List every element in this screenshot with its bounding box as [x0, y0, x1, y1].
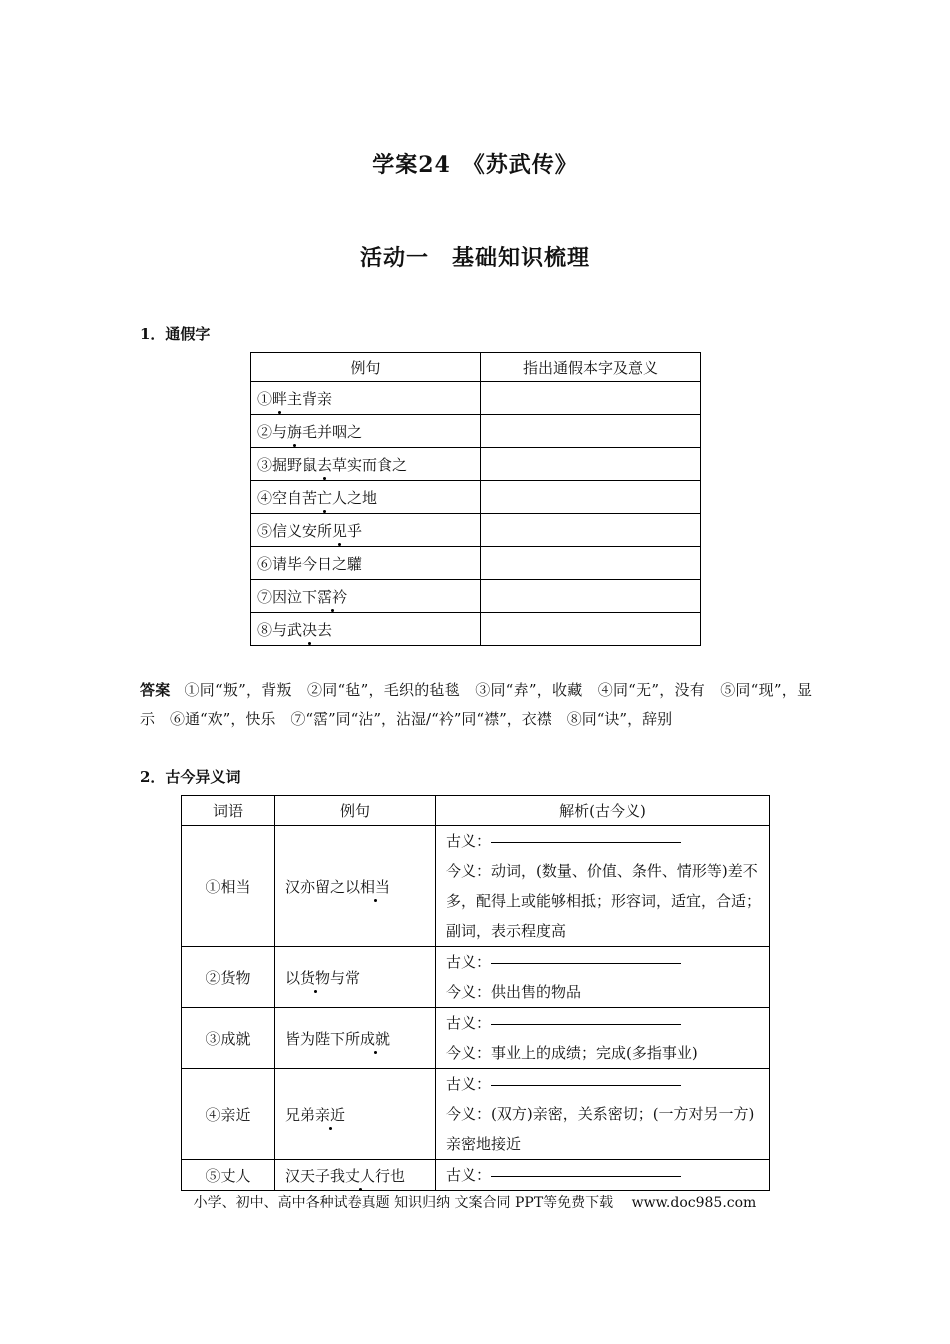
column-header-example: 例句 — [275, 796, 436, 826]
table-row — [251, 382, 701, 415]
example-sentence: ②与旃毛并咽之 — [251, 415, 481, 448]
answer-paragraph — [140, 676, 812, 734]
example-sentence: ⑥请毕今日之驩 — [251, 547, 481, 580]
table-row — [182, 1069, 770, 1160]
tongjiazi-table — [250, 352, 701, 646]
example-sentence: ③掘野鼠去草实而食之 — [251, 448, 481, 481]
column-header-word: 词语 — [182, 796, 275, 826]
table-row — [182, 1160, 770, 1191]
analysis-cell: 古义： 今义：供出售的物品 — [436, 947, 770, 1008]
table-row — [251, 580, 701, 613]
word-cell: ③成就 — [182, 1008, 275, 1069]
answer-cell[interactable] — [481, 448, 701, 481]
table-row — [182, 826, 770, 947]
table-row — [182, 1008, 770, 1069]
word-cell: ⑤丈人 — [182, 1160, 275, 1191]
example-sentence: ④空自苦亡人之地 — [251, 481, 481, 514]
gujin-table — [181, 795, 770, 1191]
table-row — [251, 481, 701, 514]
word-cell: ①相当 — [182, 826, 275, 947]
example-cell: 汉天子我丈人行也 — [275, 1160, 436, 1191]
analysis-cell: 古义： 今义：(双方)亲密，关系密切；(一方对另一方)亲密地接近 — [436, 1069, 770, 1160]
fill-blank[interactable] — [491, 962, 681, 964]
example-cell: 汉亦留之以相当 — [275, 826, 436, 947]
fill-blank[interactable] — [491, 1175, 681, 1177]
word-cell: ②货物 — [182, 947, 275, 1008]
example-cell: 以货物与常 — [275, 947, 436, 1008]
answer-cell[interactable] — [481, 580, 701, 613]
answer-text: ①同“叛”，背叛 ②同“毡”，毛织的毡毯 ③同“弆”，收藏 ④同“无”，没有 ⑤同“现”，显示 ⑥通“欢”，快乐 ⑦“霑”同“沾”，沾湿/“衿”同“襟”，衣襟 ⑧同“诀”，辞别 — [140, 681, 812, 728]
word-cell: ④亲近 — [182, 1069, 275, 1160]
fill-blank[interactable] — [491, 1084, 681, 1086]
fill-blank[interactable] — [491, 841, 681, 843]
example-cell: 皆为陛下所成就 — [275, 1008, 436, 1069]
answer-cell[interactable] — [481, 415, 701, 448]
example-sentence: ⑦因泣下霑衿 — [251, 580, 481, 613]
answer-cell[interactable] — [481, 481, 701, 514]
example-sentence: ⑤信义安所见乎 — [251, 514, 481, 547]
example-cell: 兄弟亲近 — [275, 1069, 436, 1160]
table-row — [251, 613, 701, 646]
answer-cell[interactable] — [481, 547, 701, 580]
page-footer: 小学、初中、高中各种试卷真题 知识归纳 文案合同 PPT等免费下载 www.doc985.com — [193, 1195, 757, 1211]
analysis-cell: 古义： 今义：动词，(数量、价值、条件、情形等)差不多，配得上或能够相抵；形容词，适宜，合适；副词，表示程度高 — [436, 826, 770, 947]
answer-cell[interactable] — [481, 382, 701, 415]
table-row — [251, 448, 701, 481]
fill-blank[interactable] — [491, 1023, 681, 1025]
table-row — [182, 947, 770, 1008]
example-sentence: ⑧与武决去 — [251, 613, 481, 646]
table-row — [251, 415, 701, 448]
column-header-example: 例句 — [251, 353, 481, 382]
column-header-analysis: 解析(古今义) — [436, 796, 770, 826]
answer-cell[interactable] — [481, 613, 701, 646]
answer-cell[interactable] — [481, 514, 701, 547]
section-heading-gujin: 2．古今异义词 — [140, 768, 241, 786]
table-row — [251, 514, 701, 547]
answer-label: 答案 — [140, 681, 171, 699]
column-header-meaning: 指出通假本字及意义 — [481, 353, 701, 382]
example-sentence: ①畔主背亲 — [251, 382, 481, 415]
table-row — [251, 547, 701, 580]
page-title: 学案24 《苏武传》 — [372, 152, 578, 178]
section-heading-tongjiazi: 1．通假字 — [140, 325, 211, 343]
analysis-cell: 古义： 今义：事业上的成绩；完成(多指事业) — [436, 1008, 770, 1069]
analysis-cell: 古义： — [436, 1160, 770, 1191]
activity-title: 活动一 基础知识梳理 — [359, 245, 590, 271]
